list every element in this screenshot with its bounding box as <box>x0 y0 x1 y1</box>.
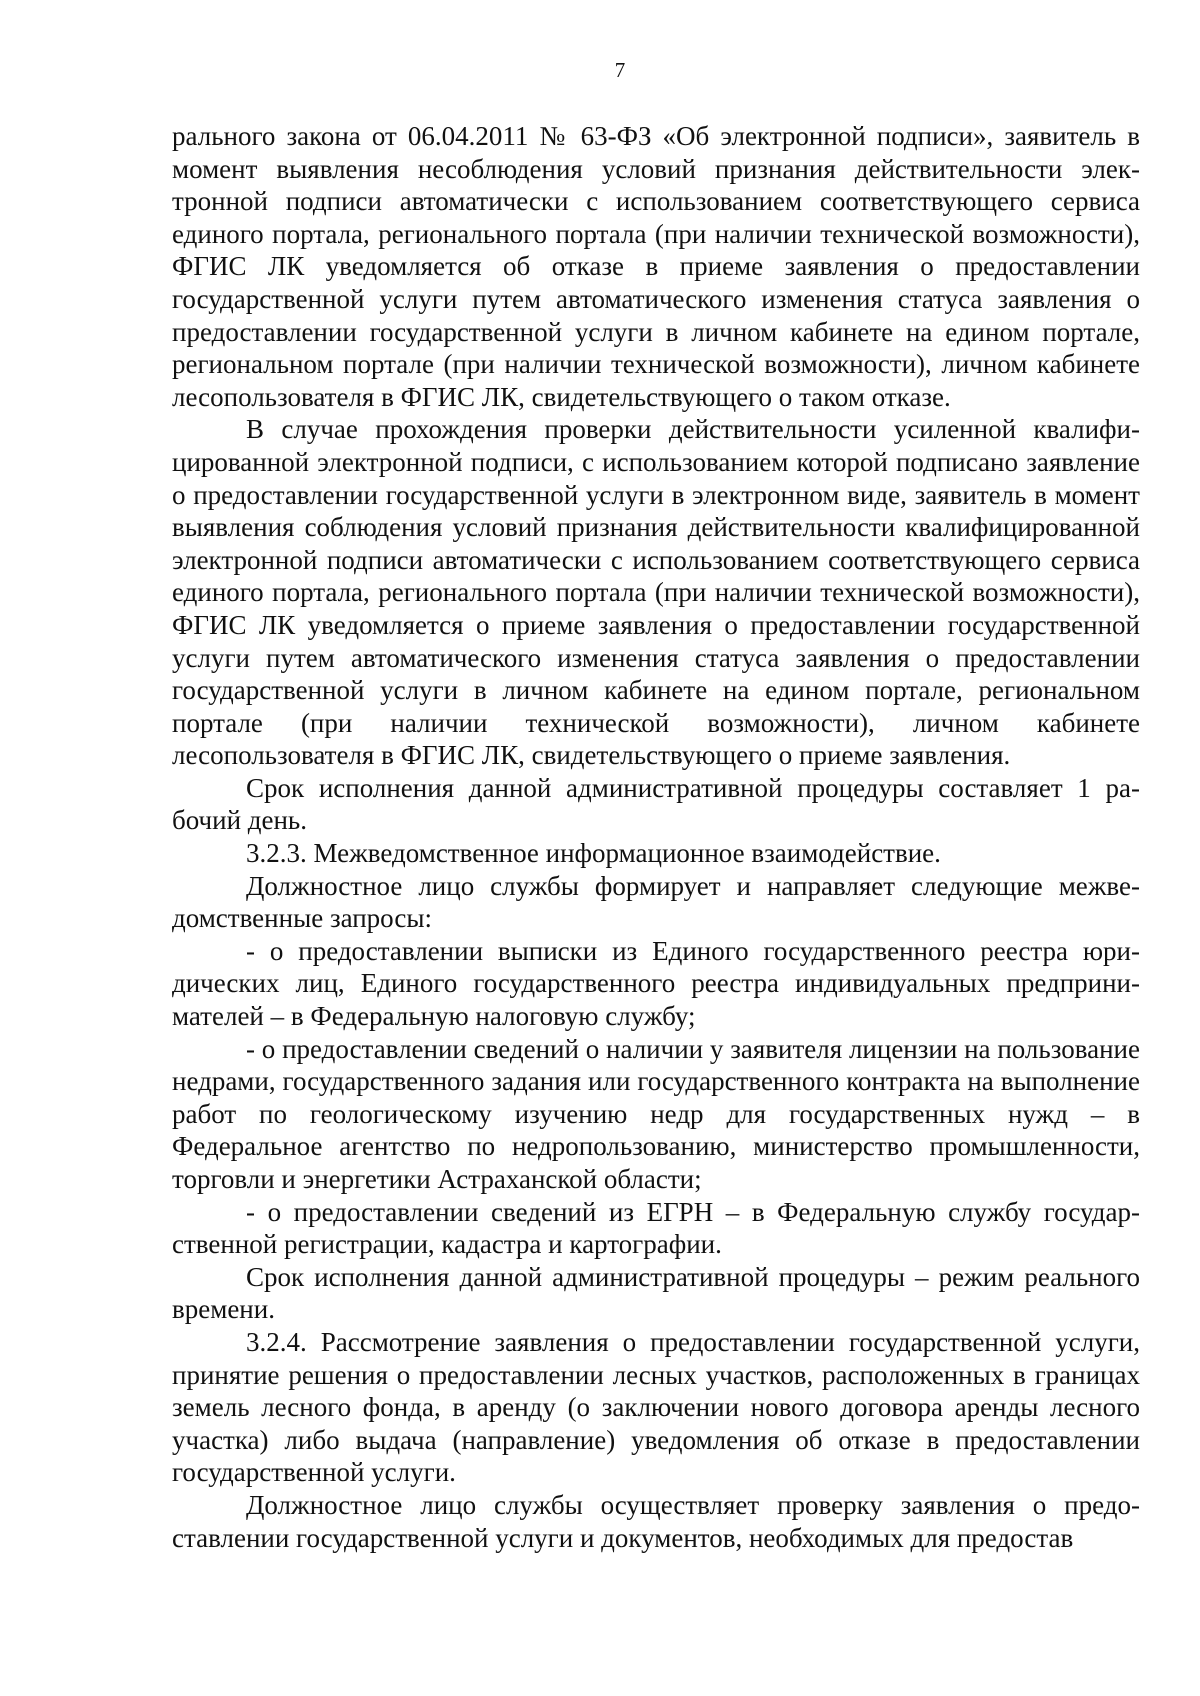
paragraph-deadline-2: Срок исполнения данной административной процедуры – режим реального времени. <box>172 1261 1140 1325</box>
paragraph-verification: Должностное лицо службы осуществляет проверку заявления о предоставлении государственной услуги и документов, необходимых для предостав <box>172 1489 1140 1553</box>
page-number: 7 <box>614 58 626 82</box>
document-body <box>172 120 1140 1554</box>
section-heading-3-2-3: 3.2.3. Межведомственное информационное взаимодействие. <box>246 838 941 869</box>
list-item-subsoil-agency: - о предоставлении сведений о наличии у заявителя лицензии на пользование недрами, государственного задания или государственного контракта на выполнение работ по геологическому изучению недр для государственных нужд – в Федеральное агентство по недропользованию, министерство промышленности, торговли и энергетики Астраханской области; <box>172 1033 1140 1194</box>
paragraph-requests-intro: Должностное лицо службы формирует и направляет следующие межведомственные запросы: <box>172 870 1140 934</box>
list-item-egrn: - о предоставлении сведений из ЕГРН – в Федеральную службу государственной регистрации, кадастра и картографии. <box>172 1196 1140 1260</box>
section-heading-3-2-4: 3.2.4. Рассмотрение заявления о предоставлении государственной услуги, принятие решения о предоставлении лесных участков, расположенных в границах земель лесного фонда, в аренду (о заключении нового договора аренды лесного участка) либо выдача (направление) уведомления об отказе в предоставлении государственной услуги. <box>172 1326 1140 1488</box>
list-item-tax-service: - о предоставлении выписки из Единого государственного реестра юридических лиц, Единого государственного реестра индивидуальных предпринимателей – в Федеральную налоговую службу; <box>172 935 1140 1032</box>
paragraph-deadline-1: Срок исполнения данной административной процедуры составляет 1 рабочий день. <box>172 772 1140 836</box>
paragraph-signature-check: В случае прохождения проверки действительности усиленной квалифицированной электронной подписи, с использованием которой подписано заявление о предоставлении государственной услуги в электронном виде, заявитель в момент выявления соблюдения условий признания действительности квалифицированной электронной подписи автоматически с использованием соответствующего сервиса единого портала, регионального портала (при наличии технической возможности), ФГИС ЛК уведомляется о приеме заявления о предоставлении государственной услуги путем автоматического изменения статуса заявления о предоставлении государственной услуги в личном кабинете на едином портале, региональном портале (при наличии технической возможности), личном кабинете лесопользователя в ФГИС ЛК, свидетельствующего о приеме заявления. <box>172 414 1140 771</box>
paragraph-continuation: рального закона от 06.04.2011 № 63-ФЗ «Об электронной подписи», заявитель в момент выявления несоблюдения условий признания действительности электронной подписи автоматически с использованием соответствующего сервиса единого портала, регионального портала (при наличии технической возможности), ФГИС ЛК уведомляется об отказе в приеме заявления о предоставлении государственной услуги путем автоматического изменения статуса заявления о предоставлении государственной услуги в личном кабинете на едином портале, региональном портале (при наличии технической возможности), личном кабинете лесопользователя в ФГИС ЛК, свидетельствующего о таком отказе. <box>172 121 1140 412</box>
